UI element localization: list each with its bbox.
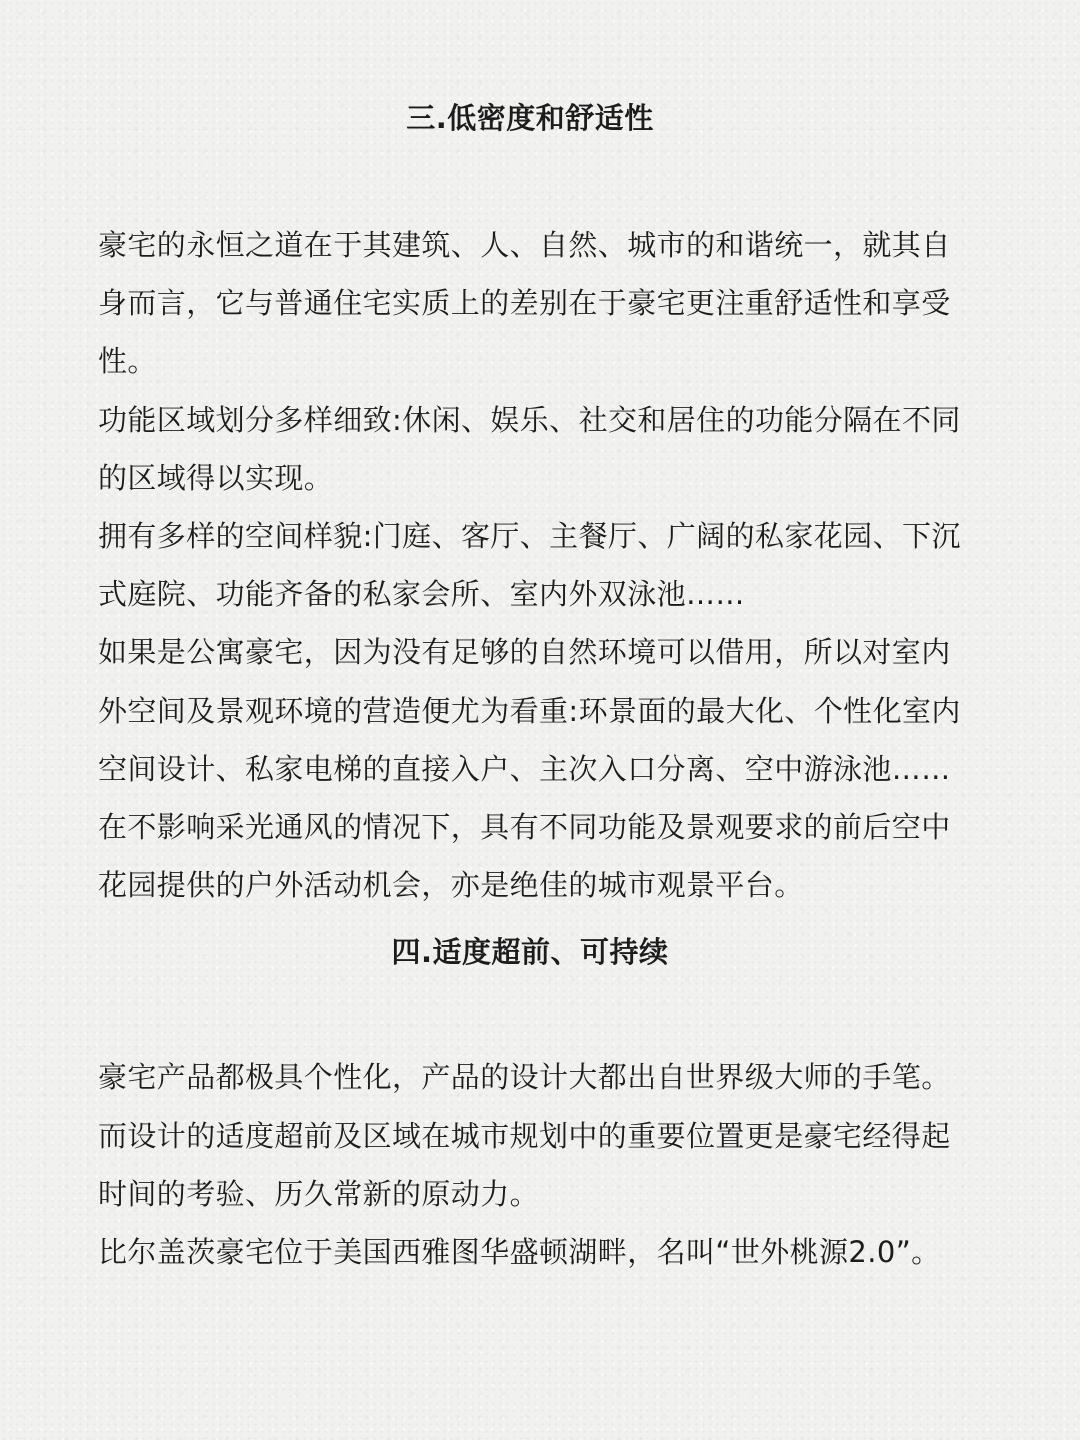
section-4-title: 四.适度超前、可持续	[391, 935, 669, 970]
section-3-paragraph: 拥有多样的空间样貌:门庭、客厅、主餐厅、广阔的私家花园、下沉式庭院、功能齐备的私家会所、室内外双泳池……	[98, 519, 961, 612]
section-3-title: 三.低密度和舒适性	[406, 101, 654, 135]
section-4-paragraph: 豪宅产品都极具个性化，产品的设计大都出自世界级大师的手笔。而设计的适度超前及区域在城市规划中的重要位置更是豪宅经得起时间的考验、历久常新的原动力。	[98, 1060, 951, 1211]
section-3-paragraph: 如果是公寓豪宅，因为没有足够的自然环境可以借用，所以对室内外空间及景观环境的营造便尤为看重:环景面的最大化、个性化室内空间设计、私家电梯的直接入户、主次入口分离、空中游泳池……在不影响采光通风的情况下，具有不同功能及景观要求的前后空中花园提供的户外活动机会，亦是绝佳的城市观景平台。	[98, 635, 961, 903]
section-3-paragraph: 功能区域划分多样细致:休闲、娱乐、社交和居住的功能分隔在不同的区域得以实现。	[98, 402, 961, 495]
section-3-paragraph: 豪宅的永恒之道在于其建筑、人、自然、城市的和谐统一，就其自身而言，它与普通住宅实质上的差别在于豪宅更注重舒适性和享受性。	[98, 228, 951, 379]
section-4-paragraph: 比尔盖茨豪宅位于美国西雅图华盛顿湖畔，名叫“世外桃源2.0”。	[98, 1235, 941, 1270]
